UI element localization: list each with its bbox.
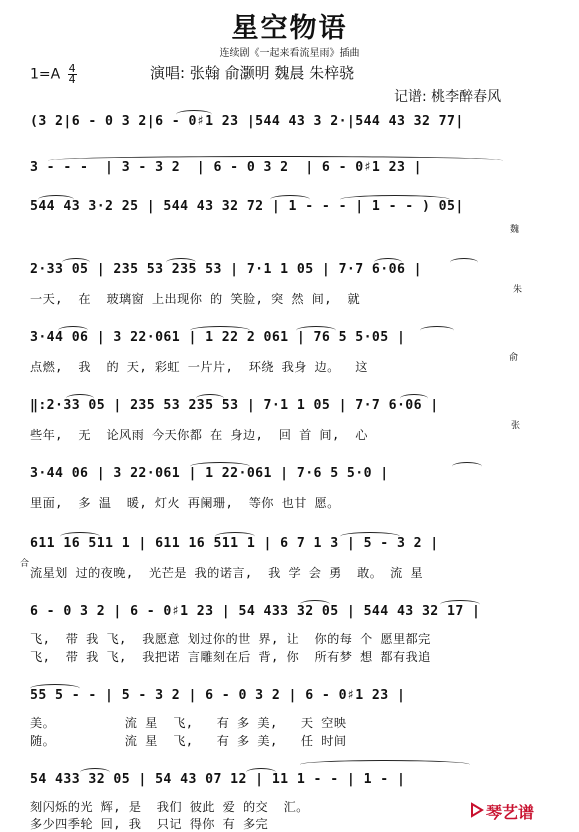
score-line-1: (3 2|6 - 0 3 2|6 - 0♯1 23 |544 43 3 2·|544 43 32 77| bbox=[30, 114, 464, 129]
singer-mark: 朱 bbox=[513, 285, 523, 295]
slur bbox=[190, 462, 250, 471]
slur bbox=[300, 600, 330, 609]
slur bbox=[450, 258, 478, 267]
slur bbox=[62, 258, 90, 267]
singer-mark: 俞 bbox=[509, 353, 519, 363]
song-subtitle: 连续剧《一起来看流星雨》插曲 bbox=[219, 48, 360, 59]
song-title: 星空物语 bbox=[231, 13, 348, 44]
key-label: 1=A bbox=[30, 66, 61, 83]
slur bbox=[340, 532, 400, 541]
slur bbox=[300, 760, 470, 769]
slur bbox=[374, 258, 402, 267]
slur bbox=[166, 258, 196, 267]
time-bottom: 4 bbox=[68, 73, 76, 86]
lyric-line-4: 一天, 在 玻璃窗 上出现你 的 笑脸, 突 然 间, 就 bbox=[30, 292, 361, 306]
score-line-9: 6 - 0 3 2 | 6 - 0♯1 23 | 54 433 32 05 | 544 43 32 17 | bbox=[30, 604, 481, 619]
slur bbox=[246, 768, 276, 777]
slur bbox=[340, 195, 450, 204]
score-line-3: 544 43 3·2 25 | 544 43 32 72 | 1 - - - | 1 - - ) 05| bbox=[30, 199, 464, 214]
lyric-line-11b: 多少四季轮 回, 我 只记 得你 有 多完 bbox=[30, 817, 269, 831]
slur bbox=[400, 394, 428, 403]
score-line-10: 55 5 - - | 5 - 3 2 | 6 - 0 3 2 | 6 - 0♯1 23 | bbox=[30, 688, 406, 703]
slur bbox=[270, 195, 310, 204]
lyric-line-6: 些年, 无 论风雨 今天你都 在 身边, 回 首 间, 心 bbox=[30, 428, 368, 442]
lyric-line-10a: 美。 流 星 飞, 有 多 美, 天 空映 bbox=[30, 716, 347, 730]
slur bbox=[196, 394, 224, 403]
lyric-line-9a: 飞, 带 我 飞, 我愿意 划过你的世 界, 让 你的每 个 愿里都完 bbox=[30, 632, 431, 646]
slur bbox=[176, 110, 212, 119]
score-line-2: 3 - - - | 3 - 3 2 | 6 - 0 3 2 | 6 - 0♯1 23 | bbox=[30, 160, 422, 175]
score-line-11: 54 433 32 05 | 54 43 07 12 | 11 1 - - | 1 - | bbox=[30, 772, 406, 787]
lyric-line-11a: 刻闪烁的光 辉, 是 我们 彼此 爱 的交 汇。 bbox=[30, 800, 309, 814]
score-line-5: 3·44 06 | 3 22·061 | 1 22 2 061 | 76 5 5·05 | bbox=[30, 330, 406, 345]
slur bbox=[66, 394, 94, 403]
singer-mark: 张 bbox=[511, 421, 521, 431]
lyric-line-7: 里面, 多 温 暖, 灯火 再阑珊, 等你 也甘 愿。 bbox=[30, 496, 340, 510]
time-top: 4 bbox=[68, 62, 76, 75]
slur bbox=[296, 326, 336, 335]
slur bbox=[48, 156, 503, 165]
slur bbox=[80, 768, 110, 777]
slur bbox=[452, 462, 482, 471]
lyric-line-5: 点燃, 我 的 天, 彩虹 一片片, 环绕 我身 边。 这 bbox=[30, 360, 368, 374]
lyric-line-9b: 飞, 带 我 飞, 我把诺 言雕刻在后 背, 你 所有梦 想 都有我追 bbox=[30, 650, 431, 664]
logo-icon bbox=[470, 802, 484, 818]
score-line-7: 3·44 06 | 3 22·061 | 1 22·061 | 7·6 5 5·0 | bbox=[30, 466, 389, 481]
slur bbox=[440, 600, 480, 609]
key-signature bbox=[30, 64, 77, 85]
slur bbox=[38, 195, 74, 204]
slur bbox=[215, 532, 255, 541]
site-logo: 琴艺谱 bbox=[486, 803, 535, 822]
score-line-8: 611 16 511 1 | 611 16 511 1 | 6 7 1 3 | 5 - 3 2 | bbox=[30, 536, 439, 551]
time-signature bbox=[68, 64, 77, 85]
lyric-line-10b: 随。 流 星 飞, 有 多 美, 任 时间 bbox=[30, 734, 347, 748]
slur bbox=[30, 684, 80, 693]
lyric-line-8: 流星划 过的夜晚, 光芒是 我的诺言, 我 学 会 勇 敢。 流 星 bbox=[30, 566, 423, 580]
slur bbox=[58, 326, 88, 335]
singer-mark: 魏 bbox=[510, 225, 520, 235]
singers-credit: 演唱: 张翰 俞灏明 魏晨 朱梓骁 bbox=[150, 64, 355, 82]
slur bbox=[60, 532, 100, 541]
notation-credit: 记谱: 桃李醉春风 bbox=[394, 89, 502, 105]
slur bbox=[420, 326, 454, 335]
score-line-6: ‖:2·33 05 | 235 53 235 53 | 7·1 1 05 | 7·7 6·06 | bbox=[30, 398, 439, 413]
slur bbox=[190, 326, 250, 335]
score-line-4: 2·33 05 | 235 53 235 53 | 7·1 1 05 | 7·7 6·06 | bbox=[30, 262, 422, 277]
singer-mark: 合 bbox=[20, 559, 30, 569]
